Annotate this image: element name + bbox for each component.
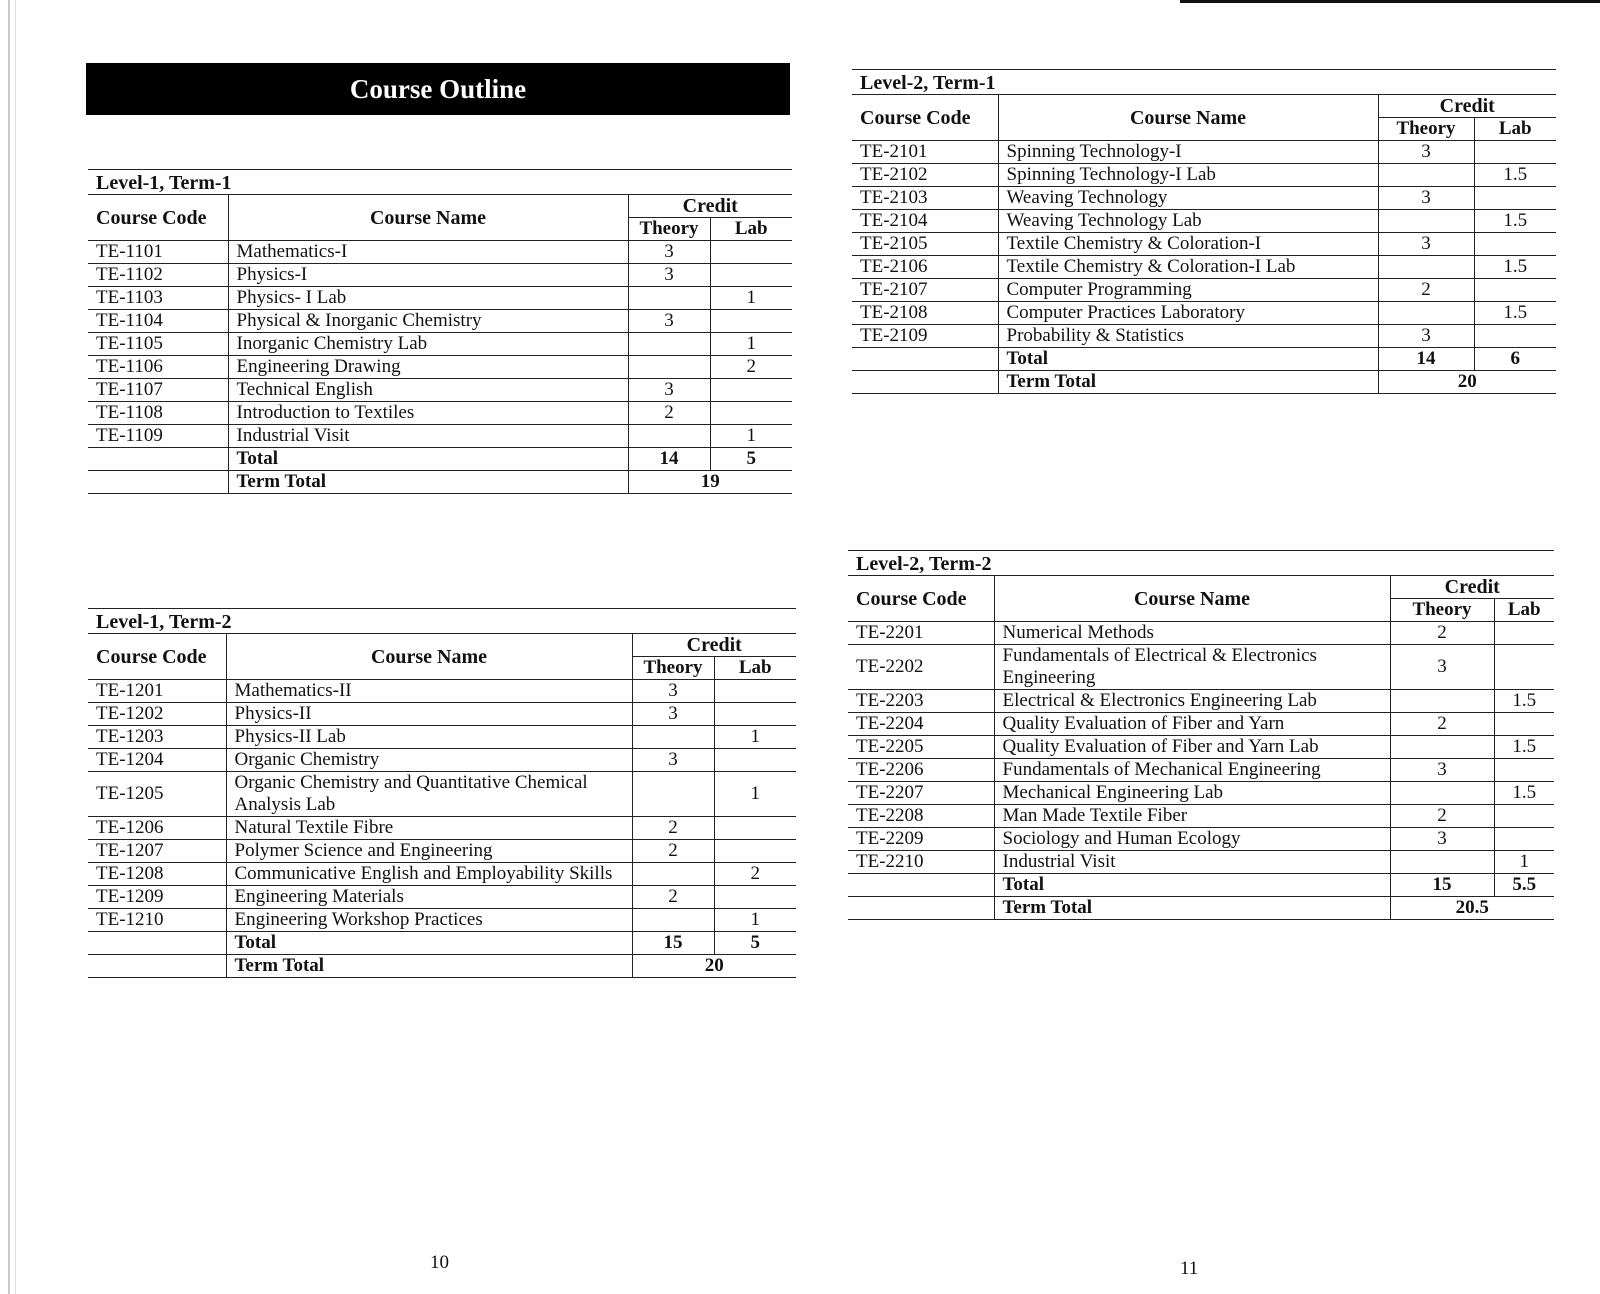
lab-header: Lab bbox=[710, 218, 792, 241]
theory-credit: 3 bbox=[1378, 325, 1474, 348]
course-name: Fundamentals of Electrical & Electronics Engineering bbox=[994, 645, 1390, 690]
theory-credit: 3 bbox=[1390, 759, 1494, 782]
course-name: Introduction to Textiles bbox=[228, 402, 628, 425]
table-row bbox=[848, 759, 1554, 782]
lab-credit: 1 bbox=[714, 772, 796, 817]
total-label: Total bbox=[228, 448, 628, 471]
theory-header: Theory bbox=[1390, 599, 1494, 622]
course-code: TE-2102 bbox=[852, 164, 998, 187]
table-row bbox=[852, 302, 1556, 325]
course-name: Quality Evaluation of Fiber and Yarn Lab bbox=[994, 736, 1390, 759]
table-row bbox=[848, 782, 1554, 805]
lab-credit bbox=[710, 241, 792, 264]
course-name: Textile Chemistry & Coloration-I Lab bbox=[998, 256, 1378, 279]
lab-credit bbox=[1494, 713, 1554, 736]
course-name: Physics- I Lab bbox=[228, 287, 628, 310]
total-row bbox=[88, 932, 796, 955]
theory-credit bbox=[632, 909, 714, 932]
table-row bbox=[88, 749, 796, 772]
table-row bbox=[88, 863, 796, 886]
theory-credit: 3 bbox=[628, 379, 710, 402]
course-name: Mathematics-II bbox=[226, 680, 632, 703]
course-code: TE-1107 bbox=[88, 379, 228, 402]
table-row bbox=[88, 909, 796, 932]
theory-credit bbox=[1378, 164, 1474, 187]
course-name: Organic Chemistry bbox=[226, 749, 632, 772]
credit-header: Credit bbox=[1390, 576, 1554, 599]
lab-credit: 1.5 bbox=[1474, 302, 1556, 325]
total-row bbox=[848, 874, 1554, 897]
lab-credit: 1.5 bbox=[1494, 690, 1554, 713]
lab-credit: 2 bbox=[710, 356, 792, 379]
course-code: TE-2207 bbox=[848, 782, 994, 805]
lab-credit bbox=[1474, 141, 1556, 164]
term-total-label: Term Total bbox=[226, 955, 632, 978]
course-code: TE-1108 bbox=[88, 402, 228, 425]
blank-cell bbox=[848, 897, 994, 920]
term-total-row bbox=[88, 471, 792, 494]
lab-credit bbox=[710, 310, 792, 333]
course-code-header: Course Code bbox=[852, 95, 998, 141]
table-row bbox=[852, 164, 1556, 187]
credit-header: Credit bbox=[632, 634, 796, 657]
course-table bbox=[88, 633, 796, 978]
total-label: Total bbox=[994, 874, 1390, 897]
theory-credit bbox=[628, 333, 710, 356]
lab-credit: 1 bbox=[1494, 851, 1554, 874]
lab-credit: 1.5 bbox=[1494, 736, 1554, 759]
course-name: Communicative English and Employability Skills bbox=[226, 863, 632, 886]
theory-credit: 3 bbox=[632, 680, 714, 703]
course-code: TE-1207 bbox=[88, 840, 226, 863]
course-code: TE-2201 bbox=[848, 622, 994, 645]
header-row bbox=[88, 634, 796, 657]
page-edge bbox=[8, 0, 10, 1294]
term-total-label: Term Total bbox=[998, 371, 1378, 394]
course-code: TE-2107 bbox=[852, 279, 998, 302]
total-theory: 15 bbox=[1390, 874, 1494, 897]
table-row bbox=[852, 325, 1556, 348]
theory-credit: 2 bbox=[628, 402, 710, 425]
table-level1-term1 bbox=[88, 169, 792, 494]
theory-header: Theory bbox=[632, 657, 714, 680]
course-name: Man Made Textile Fiber bbox=[994, 805, 1390, 828]
lab-header: Lab bbox=[1474, 118, 1556, 141]
lab-credit bbox=[1474, 233, 1556, 256]
table-level2-term2 bbox=[848, 550, 1554, 920]
term-total-label: Term Total bbox=[994, 897, 1390, 920]
course-name: Physical & Inorganic Chemistry bbox=[228, 310, 628, 333]
theory-credit bbox=[632, 726, 714, 749]
course-code: TE-2202 bbox=[848, 645, 994, 690]
course-code: TE-1103 bbox=[88, 287, 228, 310]
table-row bbox=[88, 680, 796, 703]
course-name: Weaving Technology bbox=[998, 187, 1378, 210]
term-total-value: 19 bbox=[628, 471, 792, 494]
course-name: Weaving Technology Lab bbox=[998, 210, 1378, 233]
total-theory: 15 bbox=[632, 932, 714, 955]
course-code: TE-1208 bbox=[88, 863, 226, 886]
course-code-header: Course Code bbox=[88, 634, 226, 680]
table-row bbox=[848, 645, 1554, 690]
term-total-row bbox=[88, 955, 796, 978]
header-row bbox=[852, 95, 1556, 118]
course-name: Physics-II bbox=[226, 703, 632, 726]
theory-credit: 3 bbox=[1378, 141, 1474, 164]
table-row bbox=[848, 713, 1554, 736]
total-theory: 14 bbox=[1378, 348, 1474, 371]
table-row bbox=[88, 886, 796, 909]
term-title: Level-1, Term-1 bbox=[88, 169, 792, 194]
theory-credit: 3 bbox=[628, 241, 710, 264]
theory-credit bbox=[1390, 851, 1494, 874]
term-title: Level-2, Term-1 bbox=[852, 69, 1556, 94]
theory-credit bbox=[1378, 302, 1474, 325]
total-label: Total bbox=[226, 932, 632, 955]
lab-credit bbox=[1474, 325, 1556, 348]
lab-credit: 1 bbox=[710, 333, 792, 356]
course-name: Engineering Materials bbox=[226, 886, 632, 909]
theory-credit: 3 bbox=[1378, 233, 1474, 256]
lab-credit bbox=[714, 886, 796, 909]
course-name: Engineering Drawing bbox=[228, 356, 628, 379]
theory-header: Theory bbox=[1378, 118, 1474, 141]
table-row bbox=[88, 840, 796, 863]
theory-credit: 2 bbox=[632, 840, 714, 863]
theory-credit: 3 bbox=[628, 310, 710, 333]
course-table bbox=[848, 575, 1554, 920]
course-code: TE-1104 bbox=[88, 310, 228, 333]
theory-credit bbox=[1390, 782, 1494, 805]
table-row bbox=[88, 356, 792, 379]
course-name: Numerical Methods bbox=[994, 622, 1390, 645]
term-total-row bbox=[852, 371, 1556, 394]
theory-credit: 3 bbox=[1390, 828, 1494, 851]
blank-cell bbox=[848, 874, 994, 897]
course-code: TE-2209 bbox=[848, 828, 994, 851]
top-rule bbox=[1180, 0, 1600, 3]
course-code: TE-1204 bbox=[88, 749, 226, 772]
lab-credit bbox=[1474, 187, 1556, 210]
blank-cell bbox=[88, 955, 226, 978]
table-row bbox=[848, 805, 1554, 828]
lab-credit bbox=[714, 817, 796, 840]
course-code: TE-2104 bbox=[852, 210, 998, 233]
theory-credit: 2 bbox=[1390, 805, 1494, 828]
course-name: Industrial Visit bbox=[228, 425, 628, 448]
total-lab: 5.5 bbox=[1494, 874, 1554, 897]
course-code: TE-1101 bbox=[88, 241, 228, 264]
table-row bbox=[852, 141, 1556, 164]
course-code: TE-2106 bbox=[852, 256, 998, 279]
table-row bbox=[88, 726, 796, 749]
theory-credit: 2 bbox=[632, 886, 714, 909]
term-total-value: 20 bbox=[632, 955, 796, 978]
course-code: TE-2105 bbox=[852, 233, 998, 256]
course-code: TE-2203 bbox=[848, 690, 994, 713]
course-name: Mechanical Engineering Lab bbox=[994, 782, 1390, 805]
course-code: TE-1106 bbox=[88, 356, 228, 379]
theory-header: Theory bbox=[628, 218, 710, 241]
course-name: Quality Evaluation of Fiber and Yarn bbox=[994, 713, 1390, 736]
course-name: Polymer Science and Engineering bbox=[226, 840, 632, 863]
lab-credit bbox=[710, 402, 792, 425]
theory-credit: 3 bbox=[628, 264, 710, 287]
blank-cell bbox=[88, 471, 228, 494]
table-row bbox=[88, 333, 792, 356]
total-row bbox=[88, 448, 792, 471]
page-number-left: 10 bbox=[430, 1252, 449, 1273]
table-row bbox=[852, 256, 1556, 279]
course-name: Inorganic Chemistry Lab bbox=[228, 333, 628, 356]
lab-credit: 1 bbox=[714, 909, 796, 932]
table-row bbox=[88, 379, 792, 402]
theory-credit bbox=[1390, 690, 1494, 713]
course-code: TE-1102 bbox=[88, 264, 228, 287]
lab-credit bbox=[714, 703, 796, 726]
lab-credit: 2 bbox=[714, 863, 796, 886]
lab-credit bbox=[1494, 622, 1554, 645]
table-row bbox=[88, 241, 792, 264]
page-number-right: 11 bbox=[1180, 1258, 1199, 1279]
table-level1-term2 bbox=[88, 608, 796, 978]
course-name: Textile Chemistry & Coloration-I bbox=[998, 233, 1378, 256]
lab-credit bbox=[1494, 759, 1554, 782]
credit-header: Credit bbox=[1378, 95, 1556, 118]
term-total-value: 20.5 bbox=[1390, 897, 1554, 920]
course-code: TE-1203 bbox=[88, 726, 226, 749]
course-name-header: Course Name bbox=[228, 195, 628, 241]
table-row bbox=[852, 279, 1556, 302]
total-lab: 6 bbox=[1474, 348, 1556, 371]
term-total-value: 20 bbox=[1378, 371, 1556, 394]
theory-credit bbox=[1378, 210, 1474, 233]
credit-header: Credit bbox=[628, 195, 792, 218]
blank-cell bbox=[852, 371, 998, 394]
lab-header: Lab bbox=[714, 657, 796, 680]
course-name: Fundamentals of Mechanical Engineering bbox=[994, 759, 1390, 782]
lab-credit bbox=[714, 680, 796, 703]
theory-credit bbox=[628, 356, 710, 379]
lab-credit: 1 bbox=[714, 726, 796, 749]
table-row bbox=[88, 772, 796, 817]
theory-credit: 2 bbox=[1390, 622, 1494, 645]
lab-credit bbox=[1494, 828, 1554, 851]
course-code: TE-1109 bbox=[88, 425, 228, 448]
course-name: Technical English bbox=[228, 379, 628, 402]
blank-cell bbox=[88, 448, 228, 471]
blank-cell bbox=[88, 932, 226, 955]
table-row bbox=[848, 736, 1554, 759]
theory-credit bbox=[1390, 736, 1494, 759]
course-code: TE-2103 bbox=[852, 187, 998, 210]
table-level2-term1 bbox=[852, 69, 1556, 394]
table-row bbox=[88, 310, 792, 333]
course-name: Industrial Visit bbox=[994, 851, 1390, 874]
lab-credit: 1.5 bbox=[1474, 256, 1556, 279]
total-lab: 5 bbox=[714, 932, 796, 955]
theory-credit: 3 bbox=[632, 703, 714, 726]
course-code: TE-1105 bbox=[88, 333, 228, 356]
course-code: TE-1205 bbox=[88, 772, 226, 817]
theory-credit bbox=[632, 863, 714, 886]
total-theory: 14 bbox=[628, 448, 710, 471]
total-lab: 5 bbox=[710, 448, 792, 471]
lab-credit bbox=[714, 749, 796, 772]
total-label: Total bbox=[998, 348, 1378, 371]
lab-credit bbox=[1474, 279, 1556, 302]
theory-credit bbox=[632, 772, 714, 817]
course-code: TE-1209 bbox=[88, 886, 226, 909]
theory-credit bbox=[628, 425, 710, 448]
lab-credit bbox=[710, 379, 792, 402]
table-row bbox=[88, 703, 796, 726]
course-name: Electrical & Electronics Engineering Lab bbox=[994, 690, 1390, 713]
table-row bbox=[88, 402, 792, 425]
blank-cell bbox=[852, 348, 998, 371]
course-name: Engineering Workshop Practices bbox=[226, 909, 632, 932]
course-code: TE-2208 bbox=[848, 805, 994, 828]
course-code: TE-2109 bbox=[852, 325, 998, 348]
course-name-header: Course Name bbox=[994, 576, 1390, 622]
course-code: TE-2204 bbox=[848, 713, 994, 736]
course-name: Sociology and Human Ecology bbox=[994, 828, 1390, 851]
total-row bbox=[852, 348, 1556, 371]
course-name: Probability & Statistics bbox=[998, 325, 1378, 348]
course-name: Physics-I bbox=[228, 264, 628, 287]
theory-credit: 3 bbox=[632, 749, 714, 772]
course-code: TE-2205 bbox=[848, 736, 994, 759]
table-row bbox=[852, 210, 1556, 233]
table-row bbox=[88, 817, 796, 840]
theory-credit bbox=[628, 287, 710, 310]
course-code: TE-2210 bbox=[848, 851, 994, 874]
theory-credit: 2 bbox=[632, 817, 714, 840]
course-code: TE-2206 bbox=[848, 759, 994, 782]
table-row bbox=[88, 425, 792, 448]
table-row bbox=[848, 828, 1554, 851]
header-row bbox=[88, 195, 792, 218]
lab-header: Lab bbox=[1494, 599, 1554, 622]
theory-credit: 2 bbox=[1378, 279, 1474, 302]
table-row bbox=[88, 264, 792, 287]
header-row bbox=[848, 576, 1554, 599]
course-code: TE-1210 bbox=[88, 909, 226, 932]
course-name: Computer Practices Laboratory bbox=[998, 302, 1378, 325]
course-name-header: Course Name bbox=[226, 634, 632, 680]
table-row bbox=[848, 851, 1554, 874]
course-name: Natural Textile Fibre bbox=[226, 817, 632, 840]
course-code: TE-1201 bbox=[88, 680, 226, 703]
course-name: Computer Programming bbox=[998, 279, 1378, 302]
table-row bbox=[848, 690, 1554, 713]
table-row bbox=[852, 233, 1556, 256]
lab-credit: 1.5 bbox=[1494, 782, 1554, 805]
course-table bbox=[88, 194, 792, 494]
term-title: Level-1, Term-2 bbox=[88, 608, 796, 633]
page-edge bbox=[15, 0, 16, 1294]
course-table bbox=[852, 94, 1556, 394]
lab-credit bbox=[1494, 805, 1554, 828]
course-code: TE-1206 bbox=[88, 817, 226, 840]
lab-credit: 1 bbox=[710, 287, 792, 310]
theory-credit bbox=[1378, 256, 1474, 279]
term-title: Level-2, Term-2 bbox=[848, 550, 1554, 575]
term-total-label: Term Total bbox=[228, 471, 628, 494]
course-name-header: Course Name bbox=[998, 95, 1378, 141]
lab-credit bbox=[714, 840, 796, 863]
theory-credit: 2 bbox=[1390, 713, 1494, 736]
course-name: Mathematics-I bbox=[228, 241, 628, 264]
course-name: Physics-II Lab bbox=[226, 726, 632, 749]
course-code-header: Course Code bbox=[848, 576, 994, 622]
table-row bbox=[852, 187, 1556, 210]
lab-credit: 1.5 bbox=[1474, 210, 1556, 233]
lab-credit: 1.5 bbox=[1474, 164, 1556, 187]
lab-credit bbox=[710, 264, 792, 287]
theory-credit: 3 bbox=[1390, 645, 1494, 690]
course-code: TE-1202 bbox=[88, 703, 226, 726]
term-total-row bbox=[848, 897, 1554, 920]
table-row bbox=[88, 287, 792, 310]
course-outline-banner: Course Outline bbox=[86, 63, 790, 115]
course-code-header: Course Code bbox=[88, 195, 228, 241]
theory-credit: 3 bbox=[1378, 187, 1474, 210]
course-code: TE-2108 bbox=[852, 302, 998, 325]
course-name: Spinning Technology-I bbox=[998, 141, 1378, 164]
lab-credit: 1 bbox=[710, 425, 792, 448]
lab-credit bbox=[1494, 645, 1554, 690]
course-code: TE-2101 bbox=[852, 141, 998, 164]
course-name: Spinning Technology-I Lab bbox=[998, 164, 1378, 187]
table-row bbox=[848, 622, 1554, 645]
course-name: Organic Chemistry and Quantitative Chemical Analysis Lab bbox=[226, 772, 632, 817]
